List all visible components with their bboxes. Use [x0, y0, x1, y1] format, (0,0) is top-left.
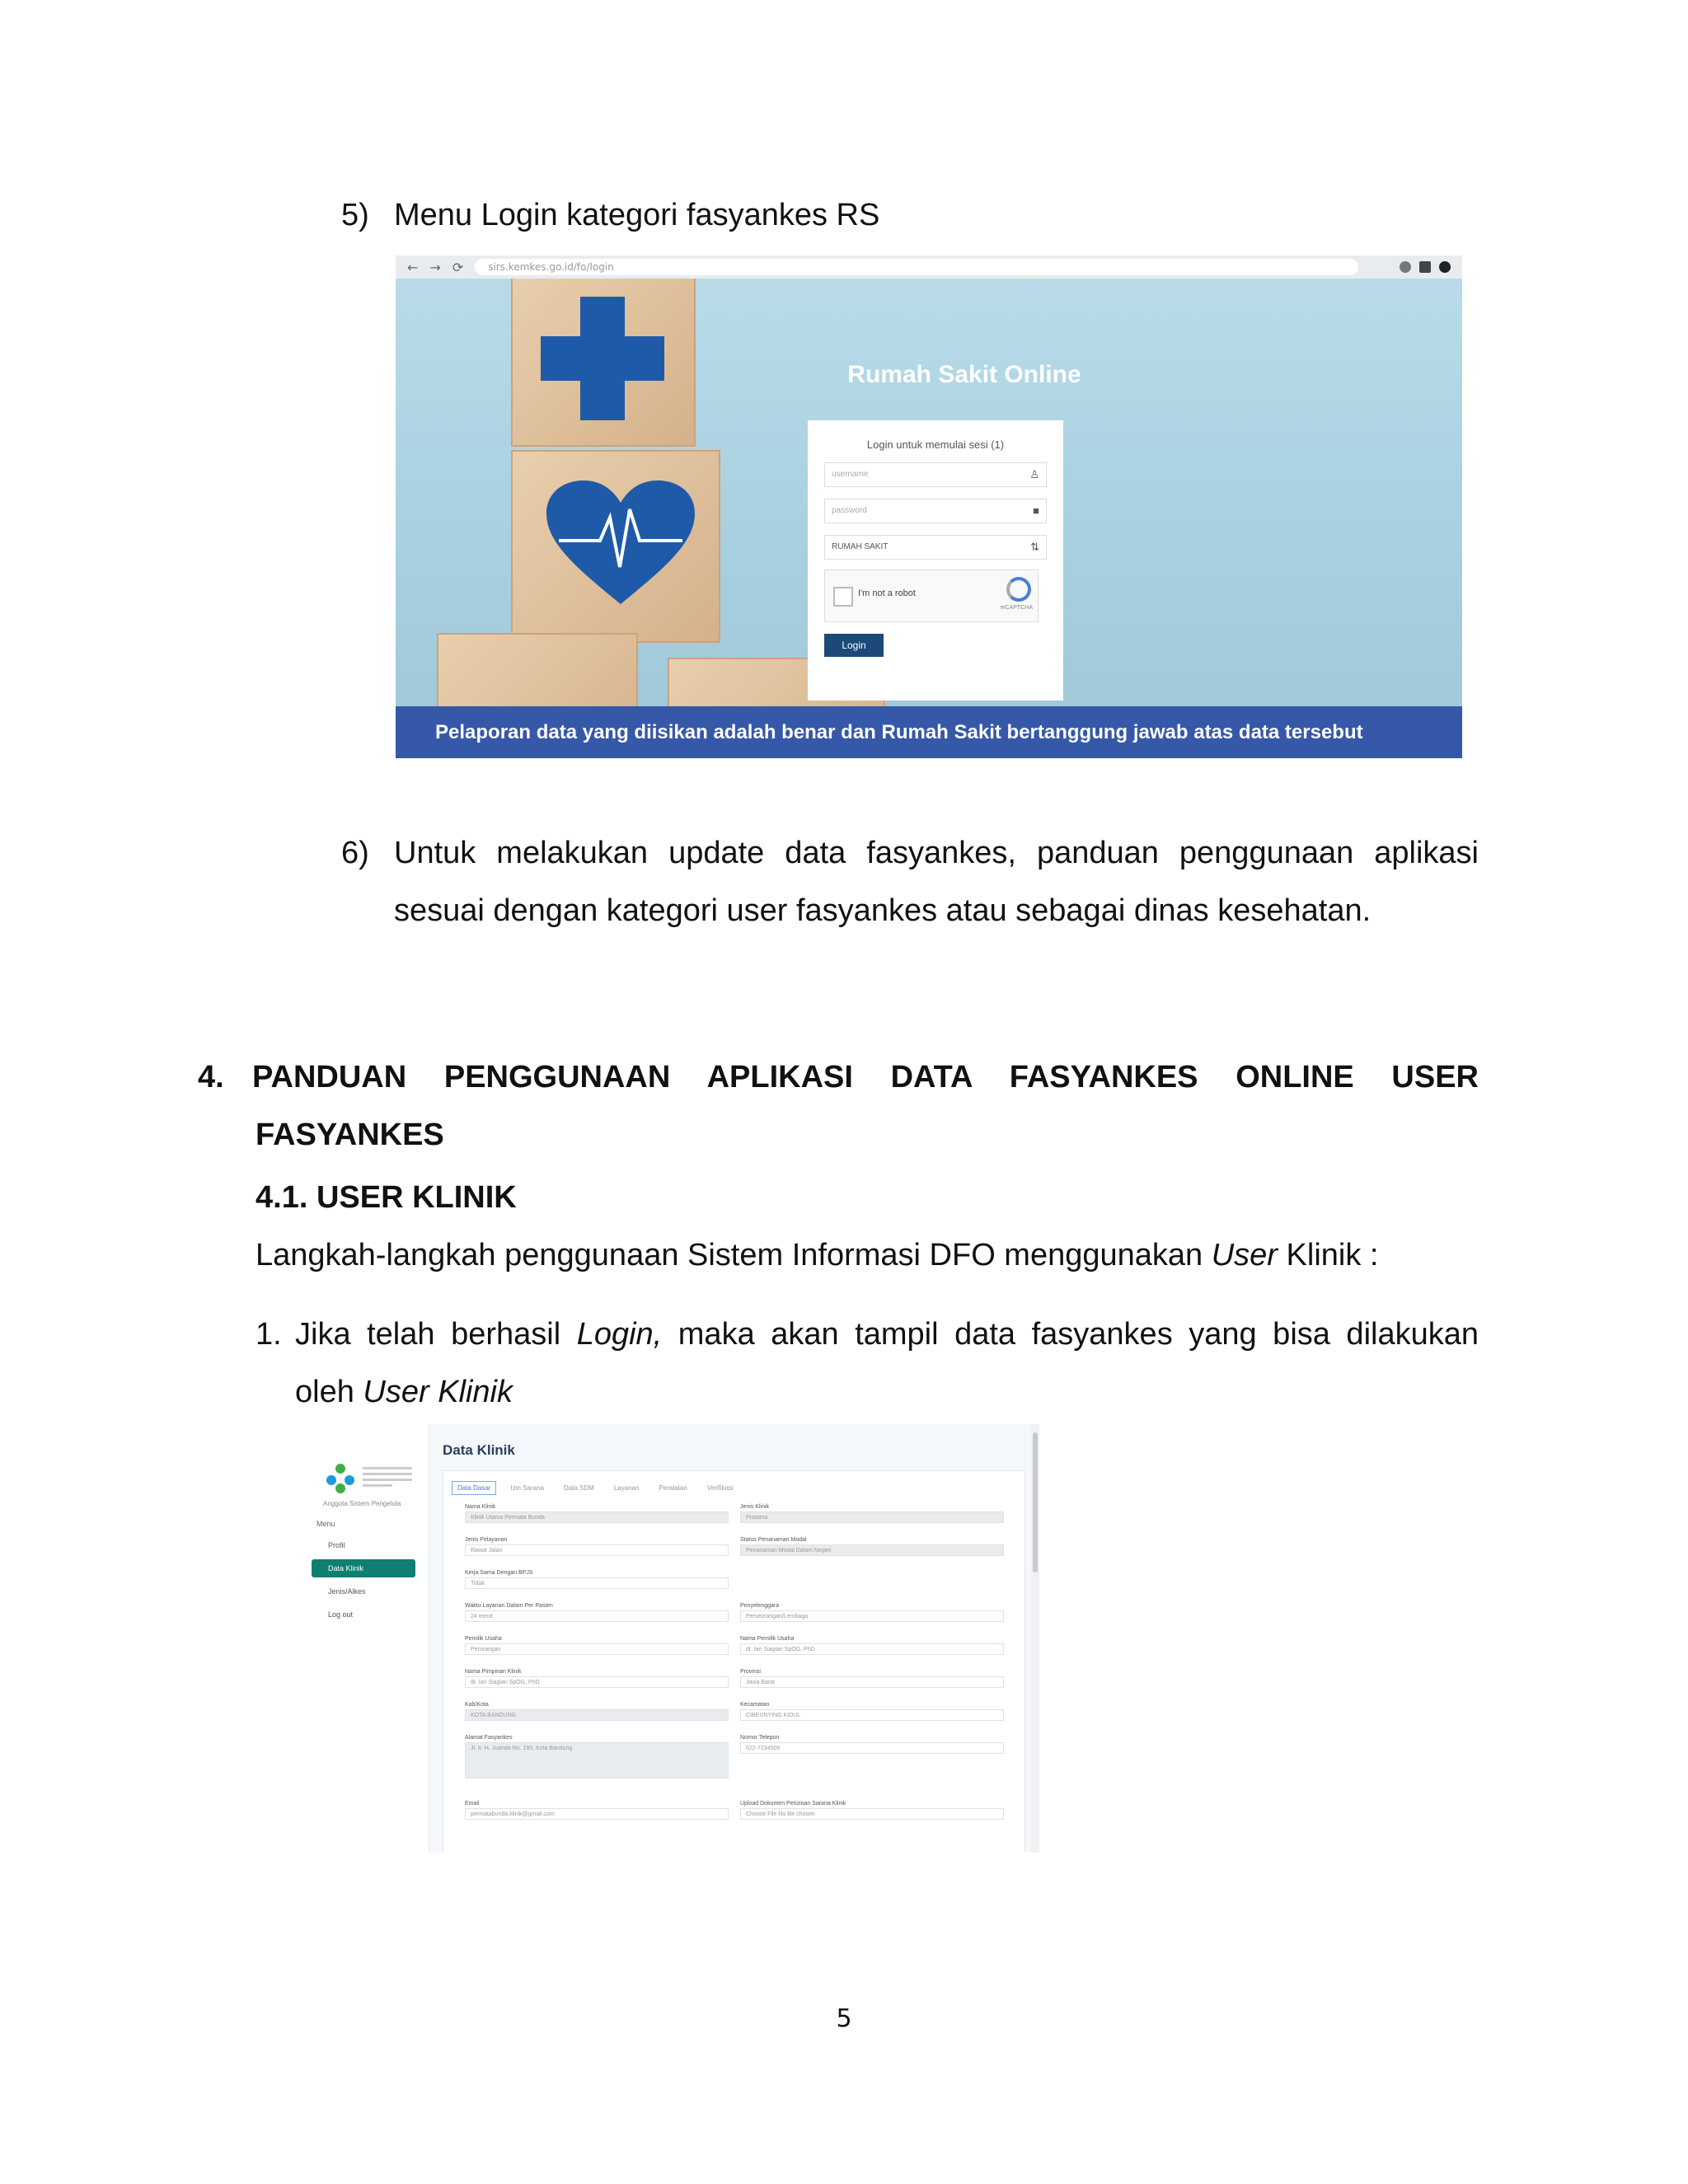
scrollbar-thumb[interactable] — [1033, 1432, 1038, 1572]
field-input[interactable]: Klinik Utama Permata Bunda — [465, 1511, 729, 1523]
form-field — [740, 1537, 1004, 1556]
profile-icon — [1439, 261, 1451, 273]
field-label: Jenis Klinik — [740, 1504, 770, 1510]
field-input[interactable]: 24 menit — [465, 1610, 729, 1622]
sidebar-item-logout[interactable] — [312, 1605, 415, 1624]
password-input[interactable] — [824, 499, 1047, 523]
select-arrows-icon: ⇅ — [1030, 541, 1039, 553]
step-1-line-1 — [295, 1305, 1479, 1363]
tab-layanan[interactable]: Layanan — [613, 1484, 640, 1492]
recaptcha-icon — [1006, 577, 1031, 602]
page-number: 5 — [836, 2004, 852, 2033]
list-number-5: 5) — [341, 198, 369, 232]
recaptcha-widget — [824, 569, 1039, 622]
form-field — [465, 1669, 729, 1688]
scrollbar[interactable] — [1031, 1424, 1039, 1853]
field-input[interactable]: permatabunda.klinik@gmail.com — [465, 1808, 729, 1820]
sidebar-item-label: Jenis/Alkes — [328, 1587, 366, 1596]
sidebar-item-data-klinik[interactable] — [312, 1559, 415, 1577]
tab-verifikasi[interactable]: Verifikasi — [706, 1484, 734, 1492]
field-label: Provinsi — [740, 1669, 761, 1675]
field-input[interactable]: Jl. Ir. H. Juanda No. 193, Kota Bandung — [465, 1742, 729, 1779]
main-content — [429, 1424, 1039, 1853]
sidebar — [305, 1424, 429, 1853]
window-icon — [1419, 261, 1431, 273]
field-label: Email — [465, 1801, 480, 1807]
login-card — [808, 420, 1063, 701]
form-field — [740, 1669, 1004, 1688]
field-input[interactable]: Penanaman Modal Dalam Negeri — [740, 1544, 1004, 1556]
page-title: Data Klinik — [443, 1442, 515, 1458]
extension-icon — [1400, 261, 1411, 273]
tab-bar — [452, 1481, 739, 1495]
form-field — [465, 1702, 729, 1721]
step-1-text-end: maka akan tampil data fasyankes yang bisa dilakukan — [662, 1317, 1479, 1352]
step-1-line-2 — [295, 1363, 513, 1421]
captcha-checkbox[interactable] — [833, 587, 853, 607]
user-icon: ♙ — [1029, 468, 1039, 480]
field-input[interactable]: Pratama — [740, 1511, 1004, 1523]
step-1-emphasis: Login, — [576, 1317, 663, 1352]
tab-izin-sarana[interactable]: Izin Sarana — [510, 1484, 544, 1492]
item-5-text: Menu Login kategori fasyankes RS — [394, 198, 880, 232]
field-input[interactable]: Choose File No file chosen — [740, 1808, 1004, 1820]
form-field — [465, 1603, 729, 1622]
form-field — [465, 1801, 729, 1820]
section-number: 4. — [198, 1060, 224, 1094]
field-input[interactable]: Tidak — [465, 1577, 729, 1589]
field-label: Pemilik Usaha — [465, 1636, 502, 1642]
field-label: Nama Klinik — [465, 1504, 496, 1510]
field-input[interactable]: Perorangan — [465, 1643, 729, 1655]
tab-data-dasar[interactable]: Data Dasar — [452, 1481, 496, 1495]
field-label: Nama Pimpinan Klinik — [465, 1669, 522, 1675]
tab-peralatan[interactable]: Peralatan — [659, 1484, 687, 1492]
item-6-line-2: sesuai dengan kategori user fasyankes atau sebagai dinas kesehatan. — [394, 893, 1372, 928]
field-label: Kab/Kota — [465, 1702, 489, 1708]
form-field — [740, 1702, 1004, 1721]
step-1-line-2-text: oleh — [295, 1375, 363, 1409]
section-heading-line-1: PANDUAN PENGGUNAAN APLIKASI DATA FASYANKES ONLINE USER — [252, 1060, 1479, 1094]
form-field — [465, 1735, 729, 1779]
sidebar-item-label: Data Klinik — [328, 1564, 364, 1572]
steps-intro — [256, 1226, 1378, 1284]
field-label: Penyelenggara — [740, 1603, 780, 1609]
sidebar-item-label: Profil — [328, 1541, 345, 1549]
field-label: Waktu Layanan Dalam Per Pasien — [465, 1603, 553, 1609]
wood-block-cross — [511, 279, 696, 447]
login-card-title: Login untuk memulai sesi (1) — [866, 438, 1005, 451]
field-label: Upload Dokumen Perizinan Sarana Klinik — [740, 1801, 846, 1807]
form-panel — [443, 1470, 1025, 1853]
login-button[interactable]: Login — [824, 634, 884, 657]
sidebar-item-label: Log out — [328, 1610, 354, 1619]
menu-heading: Menu — [316, 1520, 335, 1528]
steps-intro-end: Klinik : — [1277, 1238, 1379, 1272]
steps-intro-text: Langkah-langkah penggunaan Sistem Informasi DFO menggunakan — [256, 1238, 1212, 1272]
sidebar-item-profil[interactable] — [312, 1536, 415, 1554]
step-1-line-2-emphasis: User Klinik — [363, 1375, 513, 1409]
form-field — [465, 1570, 729, 1589]
steps-intro-emphasis: User — [1211, 1238, 1278, 1272]
field-label: Nomor Telepon — [740, 1735, 780, 1741]
sidebar-subtitle: Anggota Sistem Pengelola — [323, 1500, 401, 1507]
data-klinik-screenshot — [305, 1424, 1055, 1853]
field-input[interactable]: Rawat Jalan — [465, 1544, 729, 1556]
heart-icon — [542, 476, 699, 608]
step-number-1: 1. — [256, 1317, 282, 1352]
category-value: RUMAH SAKIT — [832, 542, 889, 551]
category-select[interactable] — [824, 535, 1047, 560]
field-input[interactable]: Perseorangan/Lembaga — [740, 1610, 1004, 1622]
reload-icon: ⟳ — [452, 259, 464, 275]
login-hero — [396, 279, 1462, 758]
captcha-label: I'm not a robot — [858, 588, 916, 598]
form-field — [740, 1636, 1004, 1655]
password-placeholder: password — [832, 506, 867, 515]
field-input[interactable]: dr. Ian Siagian SpOG, PhD — [740, 1643, 1004, 1655]
forward-icon: → — [429, 259, 441, 275]
field-label: Status Penanaman Modal — [740, 1537, 807, 1543]
logo-wordmark — [363, 1467, 412, 1490]
field-label: Alamat Fasyankes — [465, 1735, 513, 1741]
field-label: Kerja Sama Dengan BPJS — [465, 1570, 533, 1576]
form-field — [465, 1636, 729, 1655]
item-6-line-1: Untuk melakukan update data fasyankes, panduan penggunaan aplikasi — [394, 836, 1479, 870]
list-number-6: 6) — [341, 836, 369, 870]
form-field — [740, 1603, 1004, 1622]
tab-data-sdm[interactable]: Data SDM — [563, 1484, 594, 1492]
section-heading-line-2: FASYANKES — [256, 1118, 444, 1152]
lock-icon: ■ — [1033, 504, 1039, 517]
field-input[interactable]: 022-7234506 — [740, 1742, 1004, 1754]
step-1-text: Jika telah berhasil — [295, 1317, 577, 1352]
back-icon: ← — [407, 259, 419, 275]
field-input[interactable]: Jawa Barat — [740, 1676, 1004, 1688]
form-field — [740, 1801, 1004, 1820]
login-title: Rumah Sakit Online — [847, 361, 1081, 388]
form-field — [465, 1537, 729, 1556]
form-field — [740, 1735, 1004, 1754]
subsection-heading: 4.1. USER KLINIK — [256, 1180, 517, 1215]
ministry-logo-icon — [325, 1462, 356, 1493]
field-label: Jenis Pelayanan — [465, 1537, 508, 1543]
field-input[interactable]: dr. Ian Siagian SpOG, PhD — [465, 1676, 729, 1688]
disclaimer-banner: Pelaporan data yang diisikan adalah benar dan Rumah Sakit bertanggung jawab atas data tersebut — [396, 706, 1462, 758]
form-field — [465, 1504, 729, 1523]
username-input[interactable] — [824, 462, 1047, 487]
field-label: Kecamatan — [740, 1702, 770, 1708]
form-field — [740, 1504, 1004, 1523]
username-placeholder: username — [832, 470, 869, 479]
url-bar: sirs.kemkes.go.id/fo/login — [475, 259, 1358, 275]
field-label: Nama Pemilik Usaha — [740, 1636, 795, 1642]
field-input[interactable]: CIBEUNYING KIDUL — [740, 1709, 1004, 1721]
login-screenshot — [396, 255, 1462, 758]
browser-toolbar — [396, 255, 1462, 279]
field-input[interactable]: KOTA BANDUNG — [465, 1709, 729, 1721]
captcha-brand: reCAPTCHA — [1000, 605, 1033, 611]
sidebar-item-alkes[interactable] — [312, 1582, 415, 1601]
